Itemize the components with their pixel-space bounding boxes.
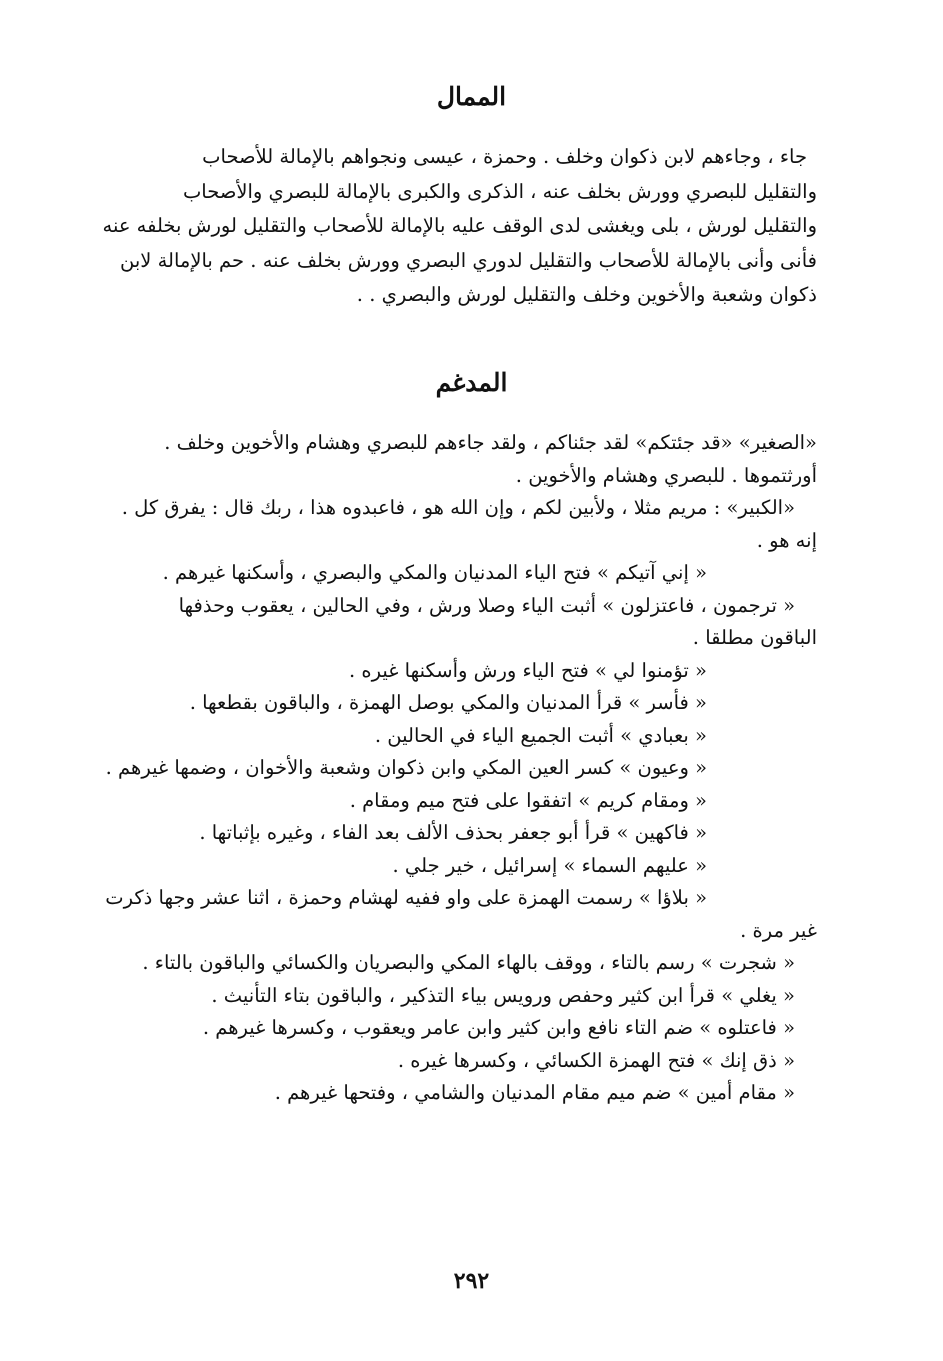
page-number: ٢٩٢ — [453, 1268, 490, 1294]
text-line: « وعيون » كسر العين المكي وابن ذكوان وشعبة والأخوان ، وضمها غيرهم . — [105, 756, 707, 779]
text-line: « فأسر » قرأ المدنيان والمكي بوصل الهمزة ، والباقون بقطعها . — [189, 691, 707, 714]
text-line: « ترجمون ، فاعتزلون » أثبت الياء وصلا ورش ، وفي الحالين ، يعقوب وحذفها — [178, 593, 795, 617]
text-line: « إني آتيكم » فتح الياء المدنيان والمكي والبصري ، وأسكنها غيرهم . — [162, 561, 707, 584]
section-title-mudgham: المدغم — [435, 368, 508, 397]
text-line: « بعبادي » أثبت الجميع الياء في الحالين . — [374, 723, 707, 747]
mamal-paragraph — [64, 140, 817, 313]
text-line: أورثتموها . للبصري وهشام والأخوين . — [515, 463, 817, 487]
text-line: « يغلي » قرأ ابن كثير وحفص ورويس بياء التذكير ، والباقون بتاء التأنيث . — [211, 983, 795, 1007]
text-line: « ذق إنك » فتح الهمزة الكسائي ، وكسرها غيره . — [397, 1048, 795, 1072]
text-line: « مقام أمين » ضم ميم مقام المدنيان والشامي ، وفتحها غيرهم . — [274, 1081, 795, 1104]
text-line: والتقليل للبصري وورش بخلف عنه ، الذكرى والكبرى بالإمالة للبصري والأصحاب — [182, 179, 817, 203]
text-line: ذكوان وشعبة والأخوين وخلف والتقليل لورش والبصري . . — [356, 283, 817, 306]
text-line: « بلاؤا » رسمت الهمزة على واو ففيه لهشام وحمزة ، اثنا عشر وجها ذكرت — [105, 886, 707, 909]
mudgham-paragraphs — [64, 427, 817, 1110]
text-line: « تؤمنوا لي » فتح الياء ورش وأسكنها غيره . — [349, 658, 707, 682]
text-line: «الكبير» : مريم مثلا ، ولأبين لكم ، وإن الله هو ، فاعبدوه هذا ، ربك قال : يفرق كل . — [121, 496, 795, 519]
text-line: « عليهم السماء » إسرائيل ، خير جلي . — [392, 853, 707, 877]
text-line: « ومقام كريم » اتفقوا على فتح ميم ومقام . — [349, 788, 707, 812]
text-line: « فاعتلوه » ضم التاء نافع وابن كثير وابن عامر ويعقوب ، وكسرها غيرهم . — [202, 1016, 795, 1039]
text-line: والتقليل لورش ، بلى ويغشى لدى الوقف عليه بالإمالة للأصحاب والتقليل لورش بخلفه عنه — [102, 214, 817, 237]
text-line: « شجرت » رسم بالتاء ، ووقف بالهاء المكي والبصريان والكسائي والباقون بالتاء . — [142, 951, 795, 974]
section-title-mamal: الممال — [436, 82, 507, 111]
text-line: جاء ، وجاءهم لابن ذكوان وخلف . وحمزة ، عيسى ونجواهم بالإمالة للأصحاب — [202, 145, 807, 168]
text-line: «الصغير» «قد جئتكم» لقد جئناكم ، ولقد جاءهم للبصري وهشام والأخوين وخلف . — [164, 431, 817, 454]
text-line: « فاكهين » قرأ أبو جعفر بحذف الألف بعد الفاء ، وغيره بإثباتها . — [199, 821, 707, 844]
text-line: إنه هو . — [756, 528, 817, 552]
text-line: غير مرة . — [740, 918, 817, 942]
text-line: الباقون مطلقا . — [692, 626, 817, 649]
text-line: فأنى وأنى بالإمالة للأصحاب والتقليل لدوري البصري وورش بخلف عنه . حم بالإمالة لابن — [120, 248, 817, 272]
